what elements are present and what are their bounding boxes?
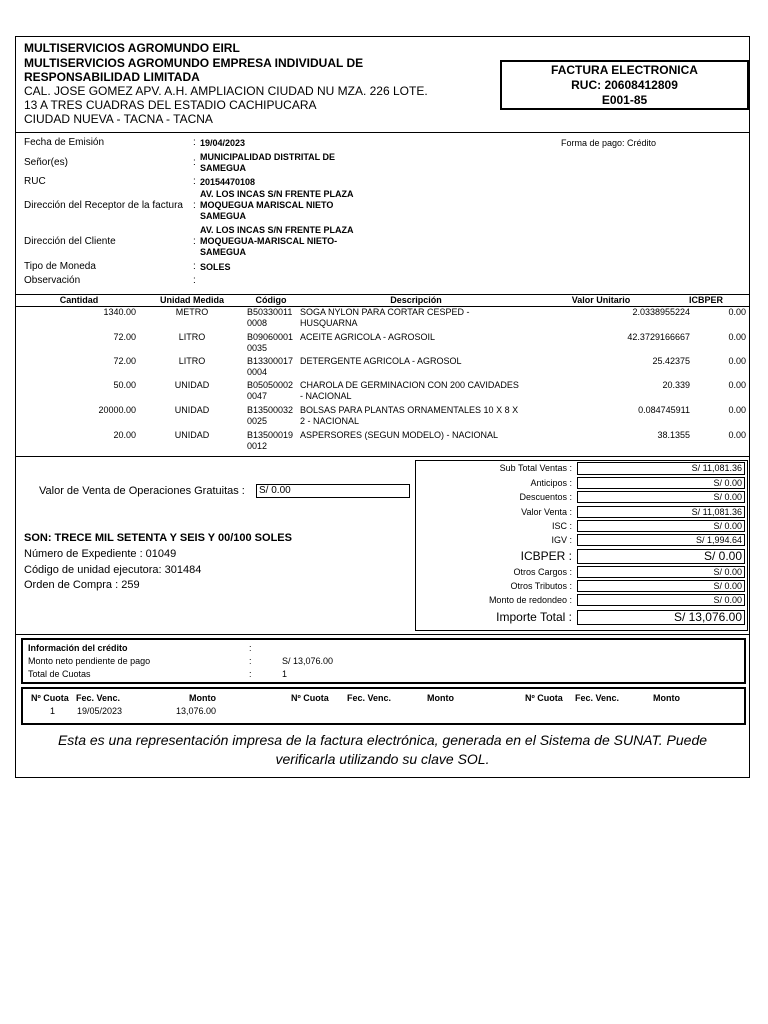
- forma-pago: Forma de pago: Crédito: [561, 138, 657, 148]
- total-cuotas-value: 1: [282, 669, 288, 679]
- total-label: Importe Total :: [496, 610, 572, 624]
- total-value-box: [577, 477, 745, 489]
- total-value: S/ 0.00: [703, 549, 742, 563]
- colon: :: [193, 176, 196, 187]
- expediente: Número de Expediente : 01049: [24, 548, 177, 560]
- invoice-type: FACTURA ELECTRONICA: [551, 63, 698, 77]
- item-unidad: METRO: [175, 307, 209, 317]
- item-codigo1: B13500019: [247, 430, 294, 440]
- total-value: S/ 13,076.00: [673, 610, 742, 624]
- divider: [16, 456, 749, 457]
- total-value: S/ 11,081.36: [691, 463, 742, 473]
- cuotas-box: [21, 687, 746, 725]
- item-icbper: 0.00: [728, 332, 746, 342]
- item-codigo1: B50330011: [247, 307, 293, 317]
- item-valor: 38.1355: [657, 430, 690, 440]
- company-legal-name-2: RESPONSABILIDAD LIMITADA: [24, 70, 200, 84]
- item-cantidad: 20000.00: [98, 405, 136, 415]
- gratuitas-value: S/ 0.00: [259, 485, 291, 496]
- total-cuotas-label: Total de Cuotas: [28, 669, 91, 679]
- company-legal-name-1: MULTISERVICIOS AGROMUNDO EMPRESA INDIVIDUAL DE: [24, 56, 364, 70]
- invoice-ruc: RUC: 20608412809: [571, 78, 678, 92]
- gratuitas-value-box: [256, 484, 410, 498]
- total-value-box: [577, 580, 745, 592]
- item-icbper: 0.00: [728, 405, 746, 415]
- total-value: S/ 1,994.64: [695, 535, 742, 545]
- footer-line-2: verificarla utilizando su clave SOL.: [275, 751, 490, 767]
- total-value-box: [577, 594, 745, 606]
- col-codigo: Código: [255, 295, 287, 305]
- item-codigo1: B13500032: [247, 405, 294, 415]
- totals-box: [415, 460, 748, 631]
- credit-title: Información del crédito: [28, 643, 128, 653]
- total-value-box: [577, 549, 745, 564]
- credit-info-box: [21, 638, 746, 684]
- cuota-fec-header: Fec. Venc.: [575, 693, 620, 703]
- item-icbper: 0.00: [728, 356, 746, 366]
- item-unidad: LITRO: [178, 356, 206, 366]
- total-label: Anticipos :: [530, 478, 572, 488]
- item-desc2: HUSQUARNA: [300, 318, 358, 328]
- col-unidad: Unidad Medida: [159, 295, 224, 305]
- dir-receptor-2: MOQUEGUA MARISCAL NIETO: [200, 200, 334, 210]
- colon: :: [193, 236, 196, 247]
- cuota-monto-header: Monto: [189, 693, 216, 703]
- item-cantidad: 1340.00: [103, 307, 136, 317]
- dir-cliente-3: SAMEGUA: [200, 247, 247, 257]
- item-cantidad: 72.00: [113, 356, 136, 366]
- item-codigo1: B05050002: [247, 380, 294, 390]
- total-value: S/ 0.00: [713, 478, 742, 488]
- divider: [16, 634, 749, 635]
- total-value: S/ 0.00: [713, 521, 742, 531]
- fecha-label: Fecha de Emisión: [24, 137, 105, 148]
- total-label: Otros Tributos :: [510, 581, 572, 591]
- dir-cliente-2: MOQUEGUA-MARISCAL NIETO-: [200, 236, 338, 246]
- cuota-n-value: 1: [50, 706, 56, 716]
- total-label: Descuentos :: [519, 492, 572, 502]
- total-value-box: [577, 491, 745, 503]
- total-label: Valor Venta :: [521, 507, 572, 517]
- moneda-value: SOLES: [200, 262, 231, 272]
- item-desc1: ACEITE AGRICOLA - AGROSOIL: [300, 332, 436, 342]
- total-value-box: [577, 462, 745, 475]
- dir-cliente-label: Dirección del Cliente: [24, 236, 116, 247]
- total-label: Sub Total Ventas :: [499, 463, 572, 473]
- invoice-id-box: [500, 60, 749, 110]
- total-value: S/ 0.00: [713, 595, 742, 605]
- col-icbper: ICBPER: [688, 295, 723, 305]
- total-value-box: [577, 520, 745, 532]
- moneda-label: Tipo de Moneda: [24, 261, 96, 272]
- item-codigo1: B09060001: [247, 332, 294, 342]
- item-cantidad: 72.00: [113, 332, 136, 342]
- col-valor-unitario: Valor Unitario: [571, 295, 631, 305]
- item-desc1: CHAROLA DE GERMINACION CON 200 CAVIDADES: [300, 380, 519, 390]
- item-codigo2: 0008: [247, 318, 268, 328]
- cuota-monto-header: Monto: [653, 693, 680, 703]
- item-valor: 20.339: [662, 380, 690, 390]
- dir-receptor-3: SAMEGUA: [200, 211, 247, 221]
- total-value: S/ 11,081.36: [691, 507, 742, 517]
- company-address-2: 13 A TRES CUADRAS DEL ESTADIO CACHIPUCARA: [24, 98, 317, 112]
- total-value-box: [577, 610, 745, 625]
- cuota-n-header: Nº Cuota: [31, 693, 69, 703]
- item-icbper: 0.00: [728, 380, 746, 390]
- invoice-number: E001-85: [601, 93, 648, 107]
- cuota-monto-header: Monto: [427, 693, 454, 703]
- item-icbper: 0.00: [728, 430, 746, 440]
- item-desc1: SOGA NYLON PARA CORTAR CESPED -: [300, 307, 470, 317]
- total-value-box: [577, 534, 745, 546]
- item-valor: 2.0338955224: [632, 307, 690, 317]
- cuota-n-header: Nº Cuota: [525, 693, 563, 703]
- item-valor: 25.42375: [652, 356, 690, 366]
- monto-pendiente-label: Monto neto pendiente de pago: [28, 656, 151, 666]
- item-unidad: UNIDAD: [174, 405, 210, 415]
- senor-label: Señor(es): [24, 157, 68, 168]
- item-codigo2: 0012: [247, 441, 268, 451]
- item-desc1: DETERGENTE AGRICOLA - AGROSOL: [300, 356, 462, 366]
- dir-receptor-label: Dirección del Receptor de la factura: [24, 200, 183, 211]
- senor-value-2: SAMEGUA: [200, 163, 247, 173]
- fecha-value: 19/04/2023: [200, 138, 246, 148]
- total-value: S/ 0.00: [713, 567, 742, 577]
- gratuitas-label: Valor de Venta de Operaciones Gratuitas :: [39, 485, 245, 497]
- total-label: Monto de redondeo :: [488, 595, 572, 605]
- divider: [16, 132, 749, 133]
- total-value-box: [577, 506, 745, 518]
- item-desc2: - NACIONAL: [300, 391, 352, 401]
- monto-pendiente-value: S/ 13,076.00: [282, 656, 334, 666]
- item-icbper: 0.00: [728, 307, 746, 317]
- item-codigo2: 0025: [247, 416, 268, 426]
- item-valor: 42.3729166667: [627, 332, 690, 342]
- total-value: S/ 0.00: [713, 492, 742, 502]
- invoice-page: [15, 36, 750, 778]
- total-label: IGV :: [551, 535, 572, 545]
- cuota-fec-header: Fec. Venc.: [76, 693, 121, 703]
- item-desc1: BOLSAS PARA PLANTAS ORNAMENTALES 10 X 8 X: [300, 405, 519, 415]
- colon: :: [249, 656, 252, 666]
- cuota-n-header: Nº Cuota: [291, 693, 329, 703]
- orden-compra: Orden de Compra : 259: [24, 579, 140, 591]
- total-value: S/ 0.00: [713, 581, 742, 591]
- unidad-ejecutora: Código de unidad ejecutora: 301484: [24, 564, 202, 576]
- observacion-label: Observación: [24, 275, 81, 286]
- item-unidad: UNIDAD: [174, 430, 210, 440]
- item-codigo2: 0047: [247, 391, 268, 401]
- total-value-box: [577, 566, 745, 578]
- company-address-3: CIUDAD NUEVA - TACNA - TACNA: [24, 112, 213, 126]
- dir-receptor-1: AV. LOS INCAS S/N FRENTE PLAZA: [200, 189, 354, 199]
- company-address-1: CAL. JOSE GOMEZ APV. A.H. AMPLIACION CIUDAD NU MZA. 226 LOTE.: [24, 84, 428, 98]
- footer-line-1: Esta es una representación impresa de la factura electrónica, generada en el Sistema de SUNAT. Puede: [57, 732, 708, 748]
- item-unidad: UNIDAD: [174, 380, 210, 390]
- cuota-fec-value: 19/05/2023: [77, 706, 123, 716]
- colon: :: [193, 137, 196, 148]
- ruc-value: 20154470108: [200, 177, 256, 187]
- dir-cliente-1: AV. LOS INCAS S/N FRENTE PLAZA: [200, 225, 354, 235]
- item-codigo1: B13300017: [247, 356, 294, 366]
- item-cantidad: 50.00: [113, 380, 136, 390]
- item-unidad: LITRO: [178, 332, 206, 342]
- total-label: ISC :: [551, 521, 572, 531]
- colon: :: [193, 157, 196, 168]
- total-label: Otros Cargos :: [513, 567, 572, 577]
- item-codigo2: 0035: [247, 343, 268, 353]
- colon: :: [193, 200, 196, 211]
- cuota-monto-value: 13,076.00: [176, 706, 217, 716]
- colon: :: [193, 261, 196, 272]
- item-cantidad: 20.00: [113, 430, 136, 440]
- colon: :: [249, 643, 252, 653]
- ruc-label: RUC: [24, 176, 46, 187]
- senor-value-1: MUNICIPALIDAD DISTRITAL DE: [200, 152, 335, 162]
- col-cantidad: Cantidad: [59, 295, 99, 305]
- item-desc1: ASPERSORES (SEGUN MODELO) - NACIONAL: [300, 430, 499, 440]
- item-desc2: 2 - NACIONAL: [300, 416, 360, 426]
- cuota-fec-header: Fec. Venc.: [347, 693, 392, 703]
- total-label: ICBPER :: [520, 549, 572, 563]
- col-descripcion: Descripción: [390, 295, 442, 305]
- colon: :: [193, 275, 196, 286]
- item-valor: 0.084745911: [638, 405, 690, 415]
- colon: :: [249, 669, 252, 679]
- company-name: MULTISERVICIOS AGROMUNDO EIRL: [24, 41, 240, 55]
- item-codigo2: 0004: [247, 367, 268, 377]
- amount-in-words: SON: TRECE MIL SETENTA Y SEIS Y 00/100 SOLES: [24, 532, 292, 544]
